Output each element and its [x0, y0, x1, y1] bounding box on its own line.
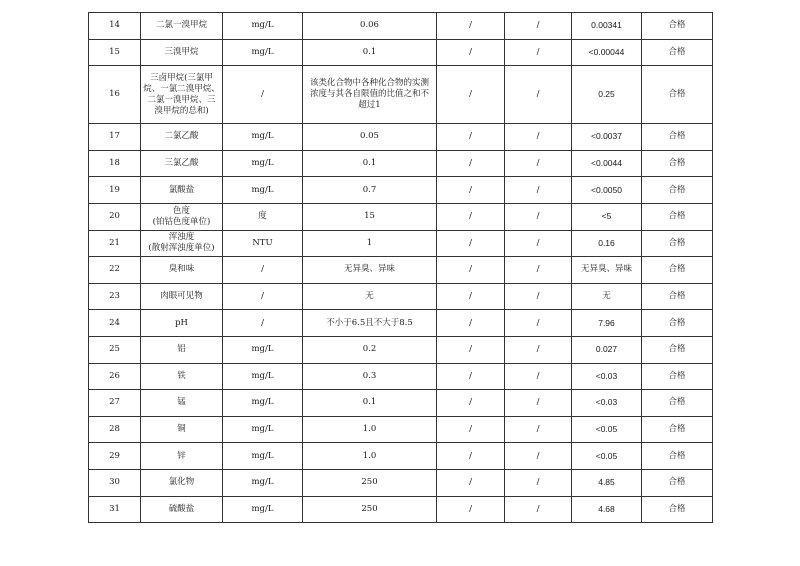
test-result: <0.03: [572, 390, 642, 417]
item-name: [141, 469, 223, 496]
unit: mg/L: [223, 416, 303, 443]
row-number: 25: [89, 336, 141, 363]
item-name-line: 铁: [177, 370, 186, 381]
col-slash-2: /: [505, 230, 572, 257]
limit-value: [303, 150, 437, 177]
unit: NTU: [223, 230, 303, 257]
test-result: 7.96: [572, 310, 642, 337]
table-row: [89, 66, 713, 124]
row-number: 18: [89, 150, 141, 177]
col-slash-1: /: [437, 416, 505, 443]
col-slash-2: /: [505, 469, 572, 496]
item-name: [141, 363, 223, 390]
limit-value-line: 超过1: [358, 100, 381, 111]
col-slash-2: /: [505, 39, 572, 66]
limit-value: [303, 66, 437, 124]
verdict: 合格: [642, 13, 713, 40]
col-slash-1: /: [437, 390, 505, 417]
col-slash-2: /: [505, 496, 572, 523]
item-name: [141, 310, 223, 337]
verdict: 合格: [642, 363, 713, 390]
row-number: 21: [89, 230, 141, 257]
row-number: 29: [89, 443, 141, 470]
row-number: 19: [89, 177, 141, 204]
test-result: 0.16: [572, 230, 642, 257]
item-name: [141, 230, 223, 257]
item-name: [141, 203, 223, 230]
test-result: 无异臭、异味: [572, 257, 642, 284]
table-row: [89, 496, 713, 523]
verdict: 合格: [642, 177, 713, 204]
verdict: 合格: [642, 203, 713, 230]
verdict: 合格: [642, 257, 713, 284]
col-slash-1: /: [437, 310, 505, 337]
limit-value: [303, 124, 437, 151]
item-name: [141, 336, 223, 363]
row-number: 24: [89, 310, 141, 337]
test-result: <0.05: [572, 416, 642, 443]
verdict: 合格: [642, 230, 713, 257]
limit-value: [303, 363, 437, 390]
limit-value-line: 0.05: [360, 131, 379, 142]
table-row: [89, 283, 713, 310]
unit: mg/L: [223, 363, 303, 390]
item-name-line: 铝: [177, 344, 186, 355]
item-name-line: (散射浑浊度单位): [148, 243, 215, 254]
limit-value: [303, 13, 437, 40]
row-number: 20: [89, 203, 141, 230]
item-name: [141, 177, 223, 204]
row-number: 31: [89, 496, 141, 523]
row-number: 28: [89, 416, 141, 443]
table-row: [89, 443, 713, 470]
item-name: [141, 150, 223, 177]
item-name-line: 二氯乙酸: [164, 131, 199, 142]
test-result: 0.00341: [572, 13, 642, 40]
col-slash-1: /: [437, 443, 505, 470]
item-name-line: 臭和味: [168, 264, 195, 275]
item-name: [141, 283, 223, 310]
col-slash-2: /: [505, 363, 572, 390]
col-slash-1: /: [437, 336, 505, 363]
limit-value: [303, 203, 437, 230]
test-result: 无: [572, 283, 642, 310]
unit: 度: [223, 203, 303, 230]
limit-value: [303, 336, 437, 363]
verdict: 合格: [642, 39, 713, 66]
verdict: 合格: [642, 66, 713, 124]
table-row: [89, 177, 713, 204]
test-result: <0.00044: [572, 39, 642, 66]
limit-value-line: 0.3: [362, 370, 377, 381]
test-result: 4.68: [572, 496, 642, 523]
row-number: 14: [89, 13, 141, 40]
item-name: [141, 257, 223, 284]
limit-value: [303, 443, 437, 470]
col-slash-1: /: [437, 230, 505, 257]
col-slash-2: /: [505, 443, 572, 470]
limit-value: [303, 230, 437, 257]
unit: mg/L: [223, 469, 303, 496]
row-number: 16: [89, 66, 141, 124]
unit: mg/L: [223, 336, 303, 363]
item-name: [141, 496, 223, 523]
item-name-line: 三卤甲烷(三氯甲: [150, 72, 213, 83]
row-number: 22: [89, 257, 141, 284]
col-slash-2: /: [505, 124, 572, 151]
unit: /: [223, 257, 303, 284]
table-body: [89, 13, 713, 523]
item-name: [141, 443, 223, 470]
limit-value-line: 0.1: [362, 158, 377, 169]
verdict: 合格: [642, 416, 713, 443]
test-result: <0.03: [572, 363, 642, 390]
limit-value-line: 250: [361, 503, 378, 514]
col-slash-2: /: [505, 310, 572, 337]
test-result: <0.0050: [572, 177, 642, 204]
table-row: [89, 124, 713, 151]
col-slash-2: /: [505, 66, 572, 124]
test-result: <0.0037: [572, 124, 642, 151]
item-name-line: 烷、一氯二溴甲烷、: [143, 83, 220, 94]
limit-value: [303, 177, 437, 204]
row-number: 17: [89, 124, 141, 151]
limit-value-line: 1.0: [362, 424, 377, 435]
col-slash-1: /: [437, 66, 505, 124]
limit-value-line: 0.2: [362, 344, 377, 355]
verdict: 合格: [642, 469, 713, 496]
verdict: 合格: [642, 150, 713, 177]
limit-value-line: 无异臭、异味: [343, 264, 395, 275]
item-name-line: 色度: [172, 205, 190, 216]
unit: /: [223, 310, 303, 337]
col-slash-2: /: [505, 150, 572, 177]
test-result: <0.0044: [572, 150, 642, 177]
item-name-line: 锌: [177, 450, 186, 461]
col-slash-1: /: [437, 283, 505, 310]
unit: mg/L: [223, 390, 303, 417]
test-result: <0.05: [572, 443, 642, 470]
verdict: 合格: [642, 283, 713, 310]
item-name: [141, 124, 223, 151]
unit: mg/L: [223, 150, 303, 177]
limit-value: [303, 496, 437, 523]
item-name-line: pH: [175, 317, 188, 328]
limit-value: [303, 39, 437, 66]
water-quality-table: [88, 12, 713, 523]
unit: mg/L: [223, 13, 303, 40]
unit: /: [223, 66, 303, 124]
table-row: [89, 469, 713, 496]
item-name-line: 肉眼可见物: [160, 291, 203, 302]
item-name-line: 氯化物: [168, 477, 195, 488]
item-name-line: (铂钴色度单位): [152, 216, 211, 227]
row-number: 23: [89, 283, 141, 310]
col-slash-2: /: [505, 13, 572, 40]
test-result: 0.027: [572, 336, 642, 363]
limit-value-line: 浓度与其各自限值的比值之和不: [309, 89, 429, 100]
item-name-line: 浑浊度: [168, 232, 195, 243]
item-name-line: 三氯乙酸: [164, 158, 199, 169]
table-row: [89, 150, 713, 177]
item-name: [141, 390, 223, 417]
unit: mg/L: [223, 39, 303, 66]
limit-value: [303, 310, 437, 337]
table-row: [89, 390, 713, 417]
col-slash-1: /: [437, 203, 505, 230]
table-row: [89, 203, 713, 230]
item-name: [141, 39, 223, 66]
col-slash-2: /: [505, 336, 572, 363]
item-name-line: 二氯一溴甲烷: [155, 20, 207, 31]
unit: /: [223, 283, 303, 310]
limit-value: [303, 416, 437, 443]
limit-value-line: 0.7: [362, 184, 377, 195]
verdict: 合格: [642, 390, 713, 417]
limit-value-line: 1.0: [362, 450, 377, 461]
row-number: 15: [89, 39, 141, 66]
unit: mg/L: [223, 496, 303, 523]
limit-value: [303, 390, 437, 417]
col-slash-1: /: [437, 257, 505, 284]
test-result: <5: [572, 203, 642, 230]
limit-value-line: 不小于6.5且不大于8.5: [326, 317, 413, 328]
item-name-line: 二氯一溴甲烷、三: [147, 94, 216, 105]
limit-value-line: 该类化合物中各种化合物的实测: [309, 78, 429, 89]
col-slash-1: /: [437, 469, 505, 496]
table-row: [89, 416, 713, 443]
table-row: [89, 363, 713, 390]
unit: mg/L: [223, 124, 303, 151]
row-number: 26: [89, 363, 141, 390]
col-slash-2: /: [505, 203, 572, 230]
table-row: [89, 39, 713, 66]
col-slash-1: /: [437, 39, 505, 66]
verdict: 合格: [642, 443, 713, 470]
limit-value: [303, 283, 437, 310]
limit-value-line: 无: [365, 291, 374, 302]
item-name: [141, 416, 223, 443]
item-name-line: 溴甲烷的总和): [154, 105, 209, 116]
col-slash-2: /: [505, 390, 572, 417]
test-result: 0.25: [572, 66, 642, 124]
col-slash-1: /: [437, 177, 505, 204]
table-row: [89, 230, 713, 257]
row-number: 27: [89, 390, 141, 417]
col-slash-2: /: [505, 177, 572, 204]
unit: mg/L: [223, 443, 303, 470]
col-slash-1: /: [437, 496, 505, 523]
limit-value-line: 15: [364, 211, 375, 222]
verdict: 合格: [642, 496, 713, 523]
col-slash-1: /: [437, 124, 505, 151]
limit-value-line: 0.06: [360, 20, 379, 31]
col-slash-1: /: [437, 13, 505, 40]
table-row: [89, 310, 713, 337]
item-name-line: 铜: [177, 424, 186, 435]
col-slash-1: /: [437, 363, 505, 390]
item-name: [141, 13, 223, 40]
table-row: [89, 257, 713, 284]
col-slash-2: /: [505, 416, 572, 443]
col-slash-1: /: [437, 150, 505, 177]
limit-value: [303, 257, 437, 284]
item-name-line: 氯酸盐: [168, 184, 195, 195]
item-name: [141, 66, 223, 124]
limit-value-line: 0.1: [362, 46, 377, 57]
verdict: 合格: [642, 310, 713, 337]
unit: mg/L: [223, 177, 303, 204]
table-row: [89, 13, 713, 40]
col-slash-2: /: [505, 283, 572, 310]
limit-value-line: 250: [361, 477, 378, 488]
verdict: 合格: [642, 124, 713, 151]
table-row: [89, 336, 713, 363]
item-name-line: 三溴甲烷: [164, 46, 199, 57]
limit-value-line: 1: [366, 237, 373, 248]
limit-value-line: 0.1: [362, 397, 377, 408]
item-name-line: 锰: [177, 397, 186, 408]
test-result: 4.85: [572, 469, 642, 496]
item-name-line: 硫酸盐: [168, 503, 195, 514]
limit-value: [303, 469, 437, 496]
row-number: 30: [89, 469, 141, 496]
col-slash-2: /: [505, 257, 572, 284]
verdict: 合格: [642, 336, 713, 363]
